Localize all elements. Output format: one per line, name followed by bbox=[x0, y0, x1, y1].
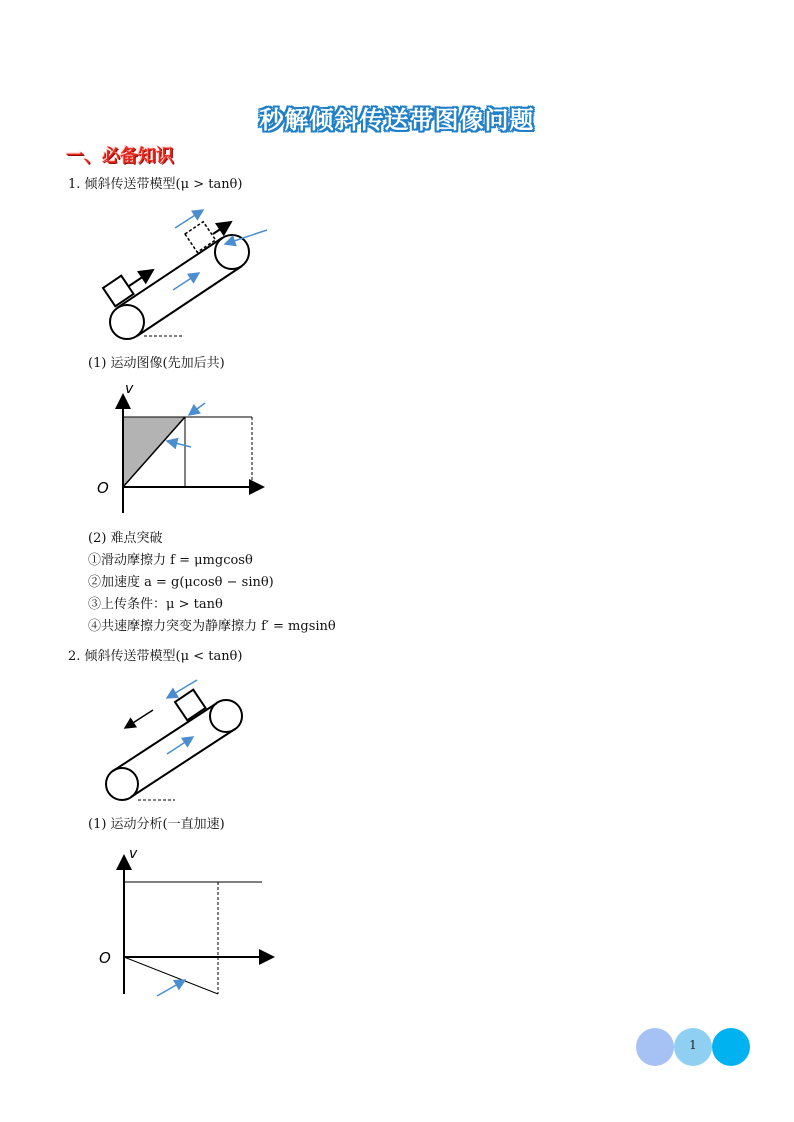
point-2: ②加速度 a = g(μcosθ − sinθ) bbox=[88, 575, 274, 590]
graph1-origin-label: O bbox=[97, 479, 109, 497]
page-indicator bbox=[636, 1028, 754, 1068]
section-heading: 一、必备知识 bbox=[66, 146, 174, 167]
conveyor-diagram-1 bbox=[95, 200, 275, 345]
graph2-origin-label: O bbox=[99, 949, 111, 967]
item1-sub2: (2) 难点突破 bbox=[88, 531, 163, 546]
page-title: 秒解倾斜传送带图像问题 bbox=[259, 106, 535, 134]
item2-heading: 2. 倾斜传送带模型(μ < tanθ) bbox=[68, 649, 243, 664]
vt-graph-1 bbox=[95, 375, 275, 520]
item1-heading: 1. 倾斜传送带模型(μ > tanθ) bbox=[68, 177, 243, 192]
point-1: ①滑动摩擦力 f = μmgcosθ bbox=[88, 553, 253, 568]
graph1-v-label: v bbox=[125, 381, 134, 397]
page-number: 1 bbox=[689, 1038, 697, 1052]
page-dot-right bbox=[712, 1028, 750, 1066]
page-dot-left bbox=[636, 1028, 674, 1066]
point-3: ③上传条件：μ > tanθ bbox=[88, 597, 223, 612]
conveyor-diagram-2 bbox=[95, 672, 265, 807]
point-4: ④共速摩擦力突变为静摩擦力 f′ = mgsinθ bbox=[88, 619, 336, 634]
item1-sub1: (1) 运动图像(先加后共) bbox=[88, 356, 225, 371]
vt-graph-2 bbox=[95, 842, 280, 1000]
item2-sub1: (1) 运动分析(一直加速) bbox=[88, 817, 225, 832]
graph2-v-label: v bbox=[129, 846, 138, 862]
